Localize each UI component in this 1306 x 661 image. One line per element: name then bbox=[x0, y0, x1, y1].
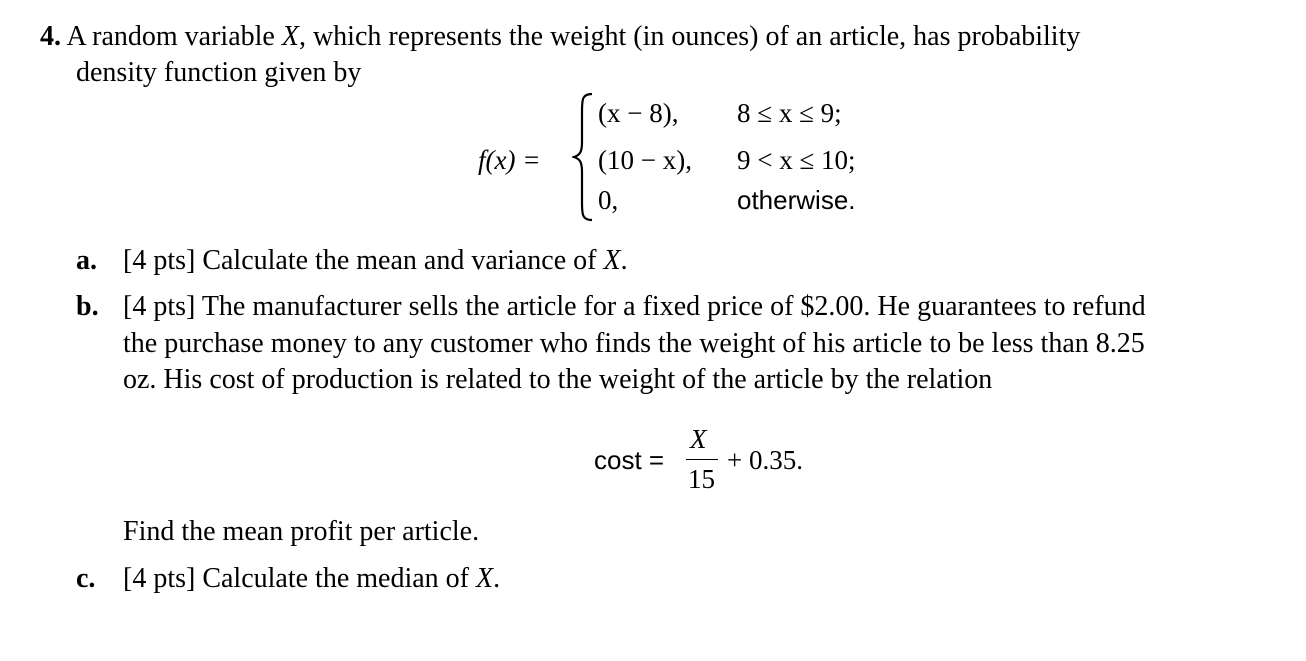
case-expr-3: 0, bbox=[598, 185, 619, 215]
cost-label: cost = bbox=[594, 445, 665, 475]
cost-numerator: X bbox=[690, 424, 707, 454]
part-b-line3: oz. His cost of production is related to the weight of the article by the relation bbox=[123, 364, 993, 395]
pdf-lhs: f(x) = bbox=[478, 145, 541, 175]
case-cond-1: 8 ≤ x ≤ 9; bbox=[737, 98, 842, 128]
part-c-body: [4 pts] Calculate the median of bbox=[123, 563, 476, 594]
intro-text-b: , which represents the weight (in ounces) of an article, has probability bbox=[298, 21, 1081, 52]
part-a-var: X bbox=[603, 245, 621, 276]
part-c-end: . bbox=[493, 563, 501, 594]
left-brace-icon bbox=[572, 92, 596, 222]
part-a bbox=[76, 247, 97, 275]
case-expr-1: (x − 8), bbox=[598, 98, 679, 128]
part-a-body: [4 pts] Calculate the mean and variance of bbox=[123, 245, 604, 276]
part-a-end: . bbox=[620, 245, 628, 276]
cost-denominator: 15 bbox=[688, 464, 715, 494]
part-b-label-wrap bbox=[76, 293, 99, 321]
part-a-label: a. bbox=[76, 245, 97, 276]
cost-fraction-bar bbox=[686, 459, 718, 460]
case-expr-2: (10 − x), bbox=[598, 145, 692, 175]
part-b-after: Find the mean profit per article. bbox=[123, 516, 480, 547]
part-c-text bbox=[123, 565, 500, 593]
part-b-label: b. bbox=[76, 291, 99, 322]
part-a-text bbox=[123, 247, 628, 275]
intro-text-a: A random variable bbox=[66, 21, 282, 52]
problem-intro-line1 bbox=[40, 23, 1080, 51]
problem-number: 4. bbox=[40, 21, 61, 52]
part-c-var: X bbox=[476, 563, 494, 594]
part-c-label: c. bbox=[76, 563, 96, 594]
cost-rest: + 0.35. bbox=[727, 445, 803, 475]
part-b-line2: the purchase money to any customer who finds the weight of his article to be less than 8.25 bbox=[123, 328, 1145, 359]
intro-var: X bbox=[281, 21, 299, 52]
part-c-label-wrap bbox=[76, 565, 95, 593]
case-cond-3: otherwise. bbox=[737, 185, 856, 215]
part-b-line1: [4 pts] The manufacturer sells the article for a fixed price of $2.00. He guarantees to refund bbox=[123, 291, 1146, 322]
case-cond-2: 9 < x ≤ 10; bbox=[737, 145, 856, 175]
problem-intro-line2: density function given by bbox=[76, 57, 362, 88]
